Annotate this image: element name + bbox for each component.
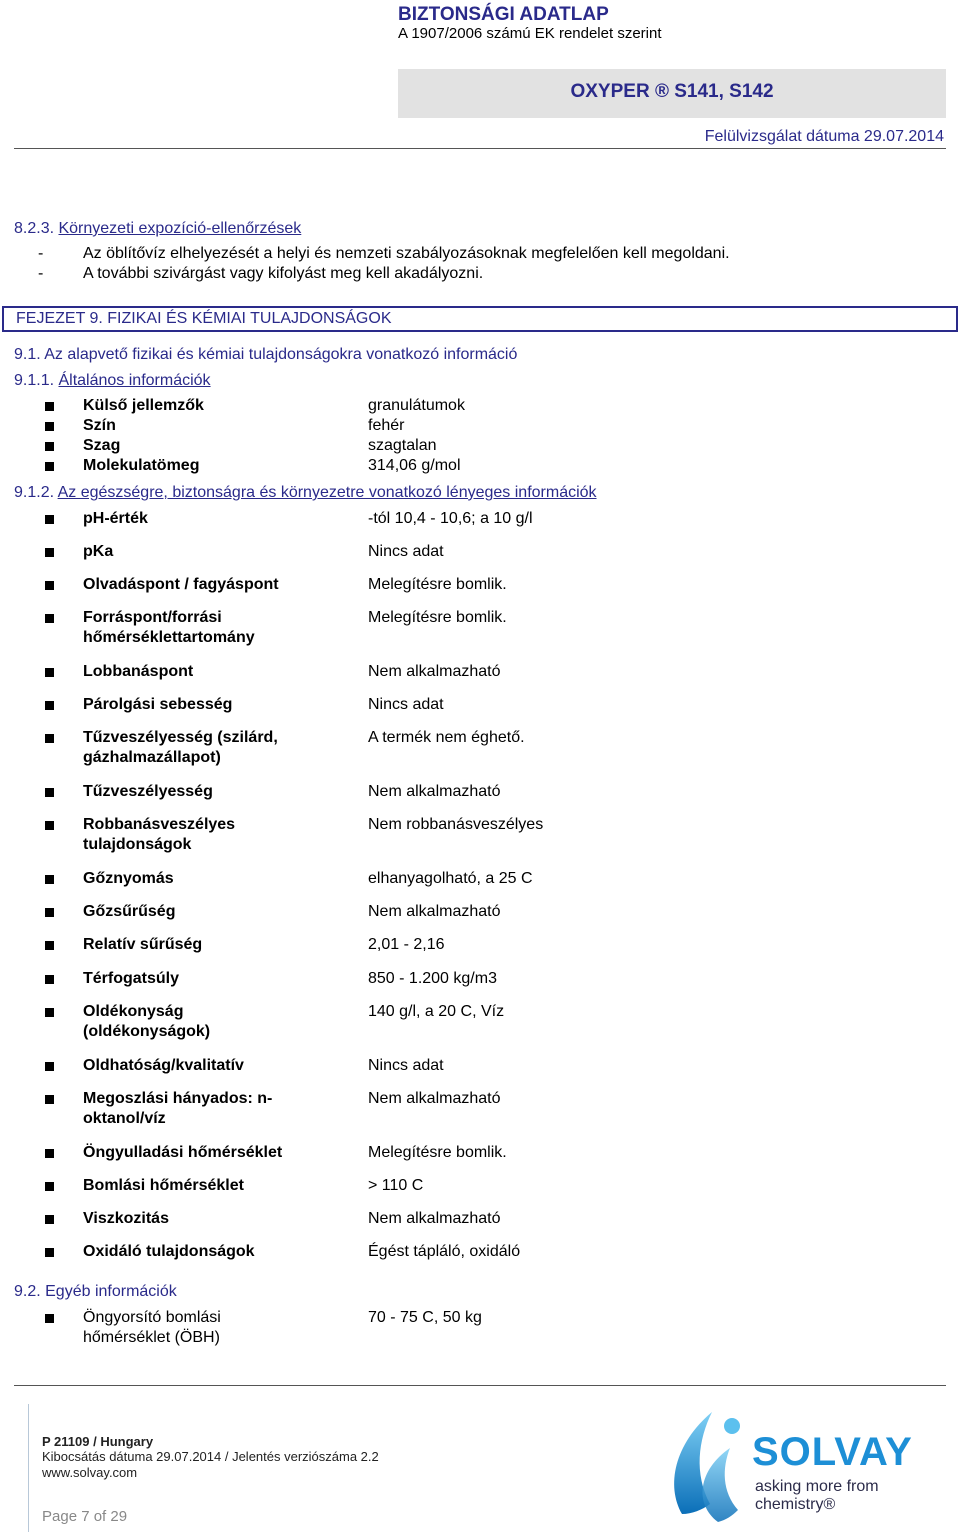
property-label <box>83 608 255 648</box>
bullet-icon <box>45 442 54 451</box>
property-label <box>83 1089 272 1129</box>
property-value: fehér <box>368 417 405 434</box>
property-label-line: pKa <box>83 543 114 560</box>
solvay-swirl-icon <box>664 1404 754 1528</box>
property-value: A termék nem éghető. <box>368 729 525 746</box>
property-label-line: Szag <box>83 437 121 454</box>
property-label <box>83 662 193 682</box>
bullet-icon <box>45 1062 54 1071</box>
bullet-icon <box>45 821 54 830</box>
logo-tagline: asking more from chemistry® <box>755 1478 879 1513</box>
bullet-icon <box>45 701 54 710</box>
property-label-line: pH-érték <box>83 510 148 527</box>
property-value: Melegítésre bomlik. <box>368 609 507 626</box>
bullet-icon <box>45 941 54 950</box>
property-label-line: tulajdonságok <box>83 836 192 853</box>
property-label <box>83 575 279 595</box>
property-label <box>83 695 232 715</box>
property-label-line: Öngyorsító bomlási <box>83 1309 221 1326</box>
property-label-line: gázhalmazállapot) <box>83 749 221 766</box>
bullet-icon <box>45 1008 54 1017</box>
revision-date: Felülvizsgálat dátuma 29.07.2014 <box>704 128 944 145</box>
bullet-icon <box>45 1215 54 1224</box>
property-label-line: Relatív sűrűség <box>83 936 203 953</box>
property-value: Melegítésre bomlik. <box>368 576 507 593</box>
property-value: Melegítésre bomlik. <box>368 1144 507 1161</box>
bullet-icon <box>45 581 54 590</box>
property-value: Nem alkalmazható <box>368 1210 501 1227</box>
property-label-line: Külső jellemzők <box>83 397 204 414</box>
property-value: > 110 C <box>368 1177 424 1194</box>
property-value: Nem alkalmazható <box>368 903 501 920</box>
property-label <box>83 436 120 456</box>
footer-website[interactable]: www.solvay.com <box>42 1465 138 1480</box>
property-label <box>83 815 235 855</box>
list-item: - <box>38 265 44 282</box>
property-value: 2,01 - 2,16 <box>368 936 445 953</box>
section-9-2-heading: 9.2. Egyéb információk <box>14 1283 177 1300</box>
property-label-line: Oxidáló tulajdonságok <box>83 1243 255 1260</box>
footer-code: P 21109 / Hungary <box>42 1434 154 1449</box>
property-label <box>83 1002 210 1042</box>
section-title: Általános információk <box>58 372 211 389</box>
page-number: Page 7 of 29 <box>42 1508 128 1525</box>
property-value: elhanyagolható, a 25 C <box>368 870 533 887</box>
property-label <box>83 935 202 955</box>
bullet-icon <box>45 1314 54 1323</box>
bullet-icon <box>45 1095 54 1104</box>
property-value: Nem alkalmazható <box>368 783 501 800</box>
property-label <box>83 416 116 436</box>
property-value: 850 - 1.200 kg/m3 <box>368 970 497 987</box>
bullet-icon <box>45 422 54 431</box>
property-label-line: (oldékonyságok) <box>83 1023 211 1040</box>
property-label-line: Öngyulladási hőmérséklet <box>83 1144 283 1161</box>
property-label-line: Tűzveszélyesség <box>83 783 213 800</box>
property-value: 70 - 75 C, 50 kg <box>368 1309 482 1326</box>
bullet-icon <box>45 614 54 623</box>
property-value: Nem alkalmazható <box>368 1090 501 1107</box>
property-label-line: hőmérséklettartomány <box>83 629 255 646</box>
bullet-icon <box>45 668 54 677</box>
bullet-icon <box>45 975 54 984</box>
section-number: 8.2.3. <box>14 220 55 237</box>
property-value: -tól 10,4 - 10,6; a 10 g/l <box>368 510 533 527</box>
property-label <box>83 782 213 802</box>
property-label-line: oktanol/víz <box>83 1110 166 1127</box>
footer-divider <box>14 1385 946 1386</box>
property-label <box>83 969 179 989</box>
bullet-icon <box>45 548 54 557</box>
property-label <box>83 1308 221 1348</box>
property-label-line: Tűzveszélyesség (szilárd, <box>83 729 278 746</box>
property-label <box>83 1209 169 1229</box>
property-value: Nem alkalmazható <box>368 663 501 680</box>
chapter-heading: FEJEZET 9. FIZIKAI ÉS KÉMIAI TULAJDONSÁGOK <box>2 306 958 332</box>
property-label <box>83 509 148 529</box>
section-title: Az egészségre, biztonságra és környezetre vonatkozó lényeges információk <box>57 484 597 501</box>
section-title: Környezeti expozíció-ellenőrzések <box>58 220 302 237</box>
property-value: granulátumok <box>368 397 465 414</box>
bullet-icon <box>45 515 54 524</box>
section-9-1-2-heading <box>14 483 597 503</box>
section-number: 9.1.2. <box>14 484 55 501</box>
bullet-icon <box>45 1248 54 1257</box>
section-number: 9.1.1. <box>14 372 55 389</box>
property-label-line: Szín <box>83 417 116 434</box>
property-label <box>83 1242 255 1262</box>
property-label-line: Lobbanáspont <box>83 663 194 680</box>
list-item-text: Az öblítővíz elhelyezését a helyi és nemzeti szabályozásoknak megfelelően kell megoldani. <box>83 245 730 262</box>
section-8-2-3-heading <box>14 219 301 239</box>
regulation-text: A 1907/2006 számú EK rendelet szerint <box>398 25 662 42</box>
property-value: szagtalan <box>368 437 437 454</box>
bullet-icon <box>45 462 54 471</box>
property-label-line: Bomlási hőmérséklet <box>83 1177 244 1194</box>
property-label-line: Viszkozitás <box>83 1210 169 1227</box>
bullet-icon <box>45 908 54 917</box>
property-value: 140 g/l, a 20 C, Víz <box>368 1003 505 1020</box>
footer-vertical-line <box>28 1404 29 1532</box>
property-value: Nem robbanásveszélyes <box>368 816 544 833</box>
property-label-line: Megoszlási hányados: n- <box>83 1090 273 1107</box>
list-item-text: A további szivárgást vagy kifolyást meg kell akadályozni. <box>83 265 484 282</box>
list-item: - <box>38 245 44 262</box>
property-label-line: Robbanásveszélyes <box>83 816 236 833</box>
header-divider <box>14 148 946 149</box>
bullet-icon <box>45 1182 54 1191</box>
property-value: Égést tápláló, oxidáló <box>368 1243 521 1260</box>
footer-issue: Kibocsátás dátuma 29.07.2014 / Jelentés verziószáma 2.2 <box>42 1449 379 1464</box>
property-label-line: Gőzsűrűség <box>83 903 176 920</box>
property-label <box>83 1056 244 1076</box>
section-9-1-heading: 9.1. Az alapvető fizikai és kémiai tulajdonságokra vonatkozó információ <box>14 346 518 363</box>
property-label <box>83 542 113 562</box>
bullet-icon <box>45 875 54 884</box>
bullet-icon <box>45 734 54 743</box>
property-label-line: Molekulatömeg <box>83 457 200 474</box>
property-label <box>83 396 204 416</box>
property-label-line: Párolgási sebesség <box>83 696 233 713</box>
property-label-line: Oldékonyság <box>83 1003 184 1020</box>
document-title: BIZTONSÁGI ADATLAP <box>398 4 609 25</box>
property-value: 314,06 g/mol <box>368 457 461 474</box>
property-label-line: hőmérséklet (ÖBH) <box>83 1329 220 1346</box>
property-label <box>83 869 174 889</box>
property-value: Nincs adat <box>368 543 444 560</box>
section-9-1-1-heading <box>14 371 211 391</box>
property-label <box>83 1143 282 1163</box>
property-label-line: Olvadáspont / fagyáspont <box>83 576 279 593</box>
property-value: Nincs adat <box>368 1057 444 1074</box>
property-label <box>83 728 278 768</box>
property-label-line: Forráspont/forrási <box>83 609 222 626</box>
property-label-line: Oldhatóság/kvalitatív <box>83 1057 244 1074</box>
bullet-icon <box>45 402 54 411</box>
property-value: Nincs adat <box>368 696 444 713</box>
property-label <box>83 1176 244 1196</box>
bullet-icon <box>45 788 54 797</box>
property-label <box>83 456 199 476</box>
property-label-line: Térfogatsúly <box>83 970 180 987</box>
bullet-icon <box>45 1149 54 1158</box>
product-box <box>398 69 946 118</box>
property-label-line: Gőznyomás <box>83 870 174 887</box>
logo-wordmark: SOLVAY <box>752 1430 913 1474</box>
property-label <box>83 902 175 922</box>
product-name: OXYPER ® S141, S142 <box>570 81 774 102</box>
